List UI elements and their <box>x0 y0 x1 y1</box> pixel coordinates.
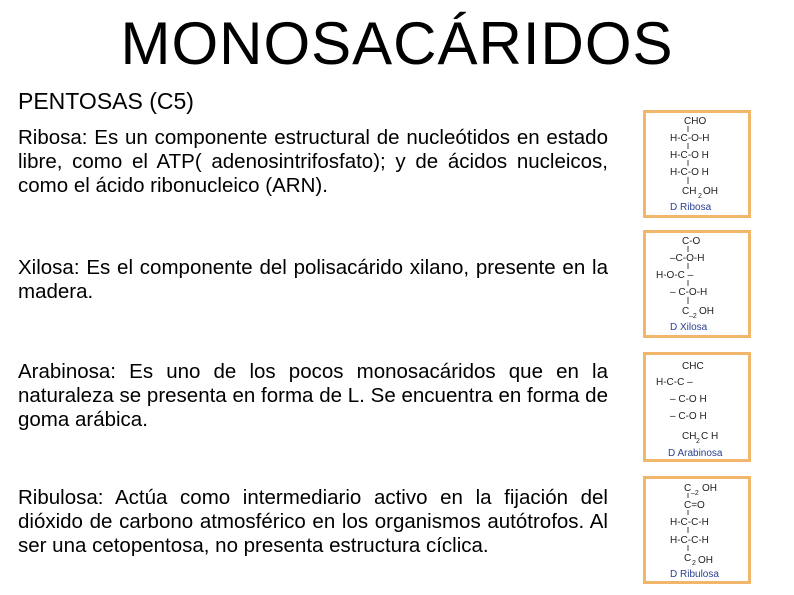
ribosa-line-5: CH <box>682 186 697 197</box>
arabinosa-line-3: – C-O H <box>670 394 707 405</box>
arabinosa-line-5: CH <box>682 431 697 442</box>
ribulosa-line-4: H-C-C-H <box>670 535 709 546</box>
arabinosa-text: Es uno de los pocos monosacáridos que en la naturaleza se presenta en forma de L. Se encuentra en forma de goma arábica. <box>18 360 608 431</box>
section-subtitle: PENTOSAS (C5) <box>18 88 194 114</box>
ribulosa-line-3: H-C-C-H <box>670 517 709 528</box>
ribosa-paragraph <box>18 126 608 198</box>
ribosa-structure-figure <box>643 110 751 218</box>
ribulosa-line-5b: OH <box>698 555 713 566</box>
arabinosa-line-4: – C-O H <box>670 411 707 422</box>
xilosa-line-1: C-O <box>682 236 701 247</box>
ribulosa-line-1: C <box>684 483 692 494</box>
ribulosa-structure-figure <box>643 476 751 584</box>
svg-text:2: 2 <box>698 193 702 200</box>
xilosa-line-4: – C-O-H <box>670 287 708 298</box>
xilosa-paragraph <box>18 256 608 304</box>
svg-text:–2: –2 <box>691 490 699 497</box>
xilosa-line-2: –C-O-H <box>670 253 705 264</box>
ribosa-line-2: H-C-O-H <box>670 133 710 144</box>
ribosa-name: Ribosa: <box>18 126 88 149</box>
ribulosa-line-2: C=O <box>684 500 705 511</box>
xilosa-name: Xilosa: <box>18 256 80 279</box>
ribosa-line-4: H-C-O H <box>670 167 709 178</box>
arabinosa-paragraph <box>18 360 608 432</box>
svg-text:–2: –2 <box>689 313 697 320</box>
ribulosa-text: Actúa como intermediario activo en la fijación del dióxido de carbono atmosférico en los organismos autótrofos. Al ser una cetopentosa, no presenta estructura cíclica. <box>18 486 608 557</box>
arabinosa-line-1: CHC <box>682 361 704 372</box>
page-title: MONOSACÁRIDOS <box>120 10 674 77</box>
ribosa-line-3: H-C-O H <box>670 150 709 161</box>
xilosa-structure-figure <box>643 230 751 338</box>
arabinosa-caption: D Arabinosa <box>668 448 723 459</box>
ribulosa-caption: D Ribulosa <box>670 569 719 580</box>
arabinosa-line-2: H-C-C – <box>656 377 693 388</box>
ribulosa-name: Ribulosa: <box>18 486 104 509</box>
ribosa-text: Es un componente estructural de nucleótidos en estado libre, como el ATP( adenosintrifosfato); y de ácidos nucleicos, como el ácido ribonucleico (ARN). <box>18 126 608 197</box>
arabinosa-name: Arabinosa: <box>18 360 117 383</box>
svg-text:2: 2 <box>696 438 700 445</box>
xilosa-line-5: C <box>682 306 690 317</box>
ribosa-caption: D Ribosa <box>670 202 712 213</box>
xilosa-text: Es el componente del polisacárido xilano, presente en la madera. <box>18 256 608 303</box>
svg-text:2: 2 <box>692 560 696 567</box>
arabinosa-line-5b: C H <box>701 431 719 442</box>
arabinosa-structure-figure <box>643 352 751 462</box>
ribulosa-paragraph <box>18 486 608 558</box>
ribulosa-line-5: C <box>684 553 692 564</box>
xilosa-line-5b: OH <box>699 306 714 317</box>
xilosa-caption: D Xilosa <box>670 322 708 333</box>
ribulosa-line-1b: OH <box>702 483 717 494</box>
ribosa-line-1: CHO <box>684 116 707 127</box>
ribosa-line-5b: OH <box>703 186 718 197</box>
xilosa-line-3: H-O-C – <box>656 270 694 281</box>
